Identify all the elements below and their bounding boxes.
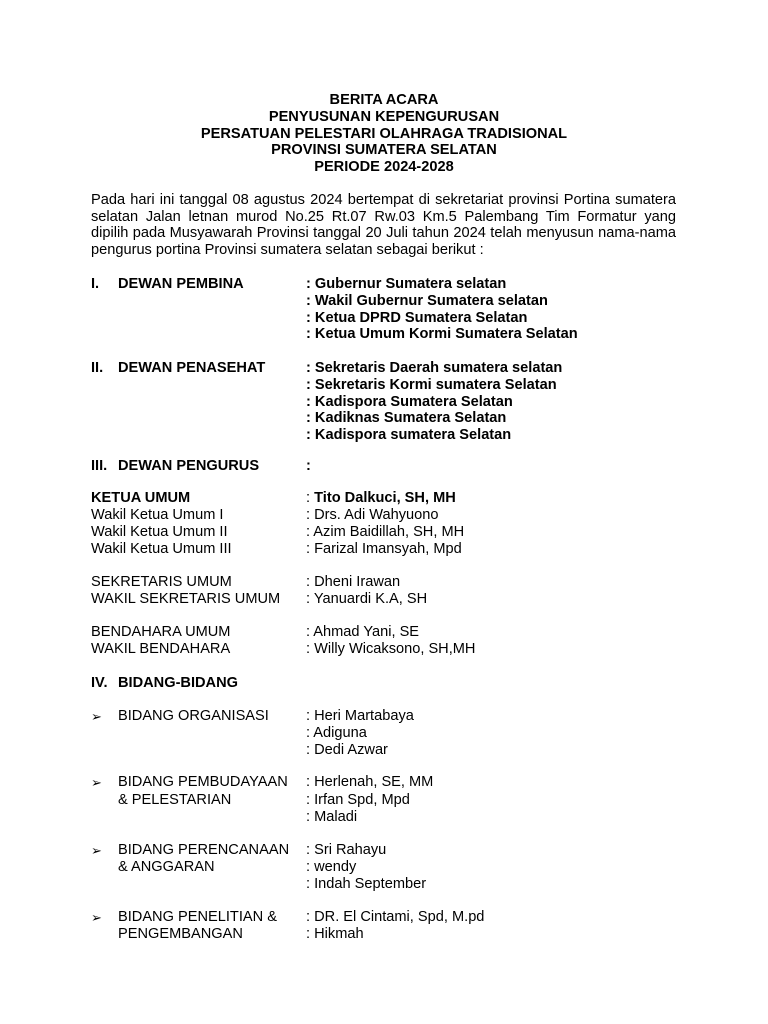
section-number: I.: [91, 276, 100, 292]
section-label: DEWAN PENGURUS: [118, 458, 260, 474]
bidang-pembudayaan-label-1: BIDANG PEMBUDAYAAN: [118, 774, 288, 790]
intro-paragraph: Pada hari ini tanggal 08 agustus 2024 bertempat di sekretariat provinsi Portina sumatera selatan Jalan letnan murod No.25 Rt.07 Rw.03 Km.5 Palembang Tim Formatur yang dipilih pada Musyawarah Provinsi tanggal 20 Juli tahun 2024 telah menyusun nama-nama pengurus portina Provinsi sumatera selatan sebagai berikut :: [91, 192, 676, 259]
pembina-value-2: : Wakil Gubernur Sumatera selatan: [306, 293, 548, 309]
section-label: BIDANG-BIDANG: [118, 675, 238, 691]
penasehat-value-3: : Kadispora Sumatera Selatan: [306, 394, 513, 410]
bidang-perencanaan-label-1: BIDANG PERENCANAAN: [118, 842, 290, 858]
pembina-value-4: : Ketua Umum Kormi Sumatera Selatan: [306, 326, 578, 342]
bidang-penelitian-label-1: BIDANG PENELITIAN &: [118, 909, 277, 925]
wakil-sekretaris-value: : Yanuardi K.A, SH: [306, 591, 428, 607]
bidang-perencanaan-value-2: : wendy: [306, 859, 357, 875]
bendahara-value: : Ahmad Yani, SE: [306, 624, 420, 640]
wakil-ketua-3-value: : Farizal Imansyah, Mpd: [306, 541, 462, 557]
bidang-penelitian-value-1: : DR. El Cintami, Spd, M.pd: [306, 909, 485, 925]
title-line-2: PENYUSUNAN KEPENGURUSAN: [268, 108, 500, 125]
sekretaris-label: SEKRETARIS UMUM: [91, 574, 232, 590]
arrow-bullet-icon: ➢: [91, 910, 102, 925]
bidang-pembudayaan-value-3: : Maladi: [306, 809, 358, 825]
document-title: [0, 92, 768, 176]
wakil-sekretaris-label: WAKIL SEKRETARIS UMUM: [91, 591, 281, 607]
wakil-ketua-2-value: : Azim Baidillah, SH, MH: [306, 524, 465, 540]
wakil-ketua-2-label: Wakil Ketua Umum II: [91, 524, 228, 540]
pembina-value-3: : Ketua DPRD Sumatera Selatan: [306, 310, 528, 326]
pengurus-colon: :: [306, 458, 311, 474]
wakil-ketua-1-value: : Drs. Adi Wahyuono: [306, 507, 439, 523]
section-number: II.: [91, 360, 104, 376]
penasehat-value-2: : Sekretaris Kormi sumatera Selatan: [306, 377, 557, 393]
bidang-perencanaan-value-3: : Indah September: [306, 876, 427, 892]
title-line-5: PERIODE 2024-2028: [314, 159, 454, 176]
arrow-bullet-icon: ➢: [91, 709, 102, 724]
arrow-bullet-icon: ➢: [91, 775, 102, 790]
penasehat-value-4: : Kadiknas Sumatera Selatan: [306, 410, 507, 426]
section-label: DEWAN PEMBINA: [118, 276, 244, 292]
bidang-penelitian-label-2: PENGEMBANGAN: [118, 926, 243, 942]
wakil-bendahara-label: WAKIL BENDAHARA: [91, 641, 231, 657]
bidang-perencanaan-value-1: : Sri Rahayu: [306, 842, 387, 858]
bidang-organisasi-value-3: : Dedi Azwar: [306, 742, 388, 758]
bidang-pembudayaan-value-2: : Irfan Spd, Mpd: [306, 792, 410, 808]
bidang-organisasi-value-1: : Heri Martabaya: [306, 708, 414, 724]
bendahara-label: BENDAHARA UMUM: [91, 624, 231, 640]
colon: :: [306, 490, 311, 506]
bidang-organisasi-value-2: : Adiguna: [306, 725, 367, 741]
wakil-ketua-1-label: Wakil Ketua Umum I: [91, 507, 224, 523]
bidang-penelitian-value-2: : Hikmah: [306, 926, 364, 942]
pembina-value-1: : Gubernur Sumatera selatan: [306, 276, 507, 292]
section-label: DEWAN PENASEHAT: [118, 360, 266, 376]
bidang-pembudayaan-label-2: & PELESTARIAN: [118, 792, 232, 808]
ketua-umum-name: Tito Dalkuci, SH, MH: [314, 490, 456, 506]
bidang-organisasi-label: BIDANG ORGANISASI: [118, 708, 269, 724]
bidang-pembudayaan-value-1: : Herlenah, SE, MM: [306, 774, 434, 790]
sekretaris-value: : Dheni Irawan: [306, 574, 401, 590]
section-number: III.: [91, 458, 108, 474]
bidang-perencanaan-label-2: & ANGGARAN: [118, 859, 215, 875]
penasehat-value-1: : Sekretaris Daerah sumatera selatan: [306, 360, 563, 376]
ketua-umum-label: KETUA UMUM: [91, 490, 191, 506]
title-line-1: BERITA ACARA: [329, 92, 439, 108]
wakil-ketua-3-label: Wakil Ketua Umum III: [91, 541, 232, 557]
wakil-bendahara-value: : Willy Wicaksono, SH,MH: [306, 641, 476, 657]
title-line-4: PROVINSI SUMATERA SELATAN: [271, 142, 497, 159]
title-line-3: PERSATUAN PELESTARI OLAHRAGA TRADISIONAL: [200, 125, 568, 142]
section-number: IV.: [91, 675, 108, 691]
penasehat-value-5: : Kadispora sumatera Selatan: [306, 427, 512, 443]
ketua-umum-value: [306, 490, 456, 507]
arrow-bullet-icon: ➢: [91, 843, 102, 858]
